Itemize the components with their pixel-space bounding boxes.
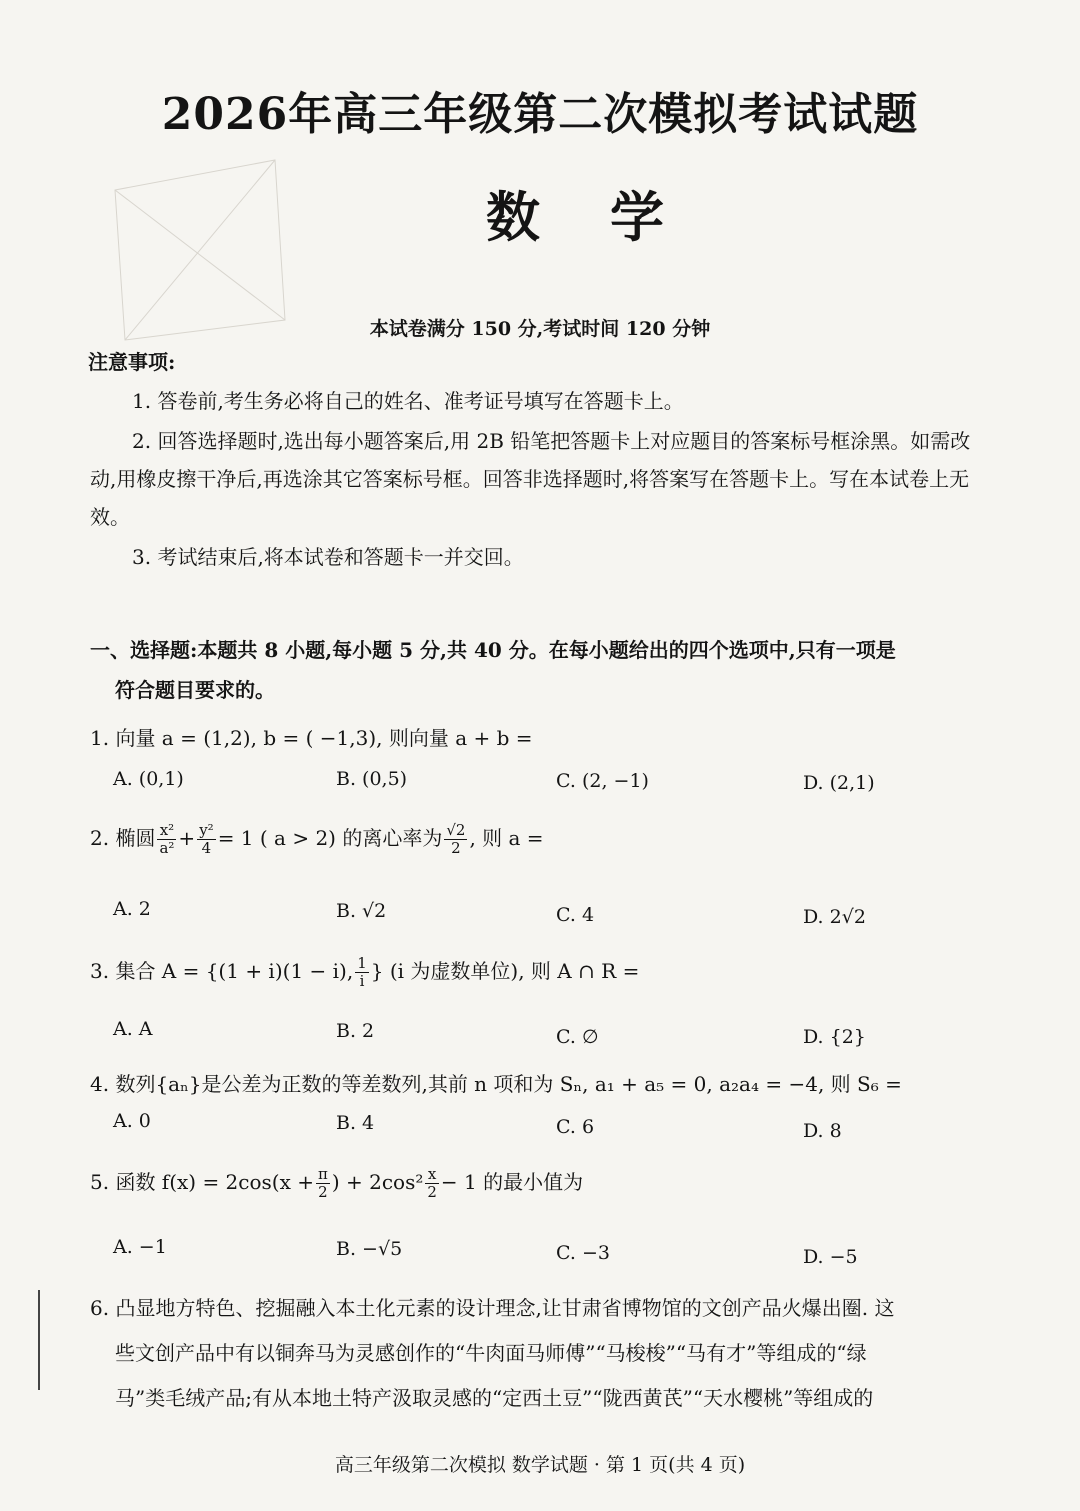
q5-frac2-den: 2 [427,1183,437,1201]
question-5-stem [90,1166,583,1201]
subject-title: 数学 [486,185,734,249]
page-footer: 高三年级第二次模拟 数学试题 · 第 1 页(共 4 页) [334,1454,746,1476]
q1-option-a: A. (0,1) [113,768,184,790]
exam-info: 本试卷满分 150 分,考试时间 120 分钟 [369,318,711,340]
margin-binding-line [38,1290,40,1390]
q2-fraction-y2-4 [197,822,216,857]
exam-title: 2026年高三年级第二次模拟考试试题 [161,89,919,140]
q1-option-b: B. (0,5) [336,768,408,790]
q5-option-c: C. −3 [556,1242,610,1264]
q2-fraction-x2-a2 [157,822,176,857]
q5-stem-prefix: 5. 函数 f(x) = 2cos(x + [90,1170,314,1194]
q2-plus: + [178,826,196,850]
notes-heading: 注意事项: [88,350,176,374]
q3-stem-suffix: } (i 为虚数单位), 则 A ∩ R = [370,959,640,983]
question-3-stem [90,955,639,990]
q5-stem-suffix: − 1 的最小值为 [440,1170,584,1194]
q5-option-a: A. −1 [113,1236,167,1258]
q2-option-b: B. √2 [336,900,387,922]
note-item-3: 3. 考试结束后,将本试卷和答题卡一并交回。 [132,545,524,569]
note-item-2: 2. 回答选择题时,选出每小题答案后,用 2B 铅笔把答题卡上对应题目的答案标号框涂黑。如需改动,用橡皮擦干净后,再选涂其它答案标号框。回答非选择题时,将答案写在答题卡上。写在本试卷上无效。 [90,429,971,529]
q3-frac-den: i [359,972,365,990]
q3-frac-num: 1 [357,954,367,972]
q2-option-d: D. 2√2 [803,906,866,928]
q1-option-c: C. (2, −1) [556,770,649,792]
q5-frac1-den: 2 [318,1183,328,1201]
q4-option-c: C. 6 [556,1116,595,1138]
q5-option-b: B. −√5 [336,1238,403,1260]
q3-option-a: A. A [113,1018,153,1040]
q2-stem-suffix: , 则 a = [469,826,544,850]
q2-frac2-den: 4 [201,839,212,857]
q2-fraction-sqrt2-2 [444,822,467,857]
question-6-line3: 马”类毛绒产品;有从本地土特产汲取灵感的“定西土豆”“陇西黄芪”“天水樱桃”等组成的 [115,1386,874,1410]
q4-option-b: B. 4 [336,1112,375,1134]
q2-stem-prefix: 2. 椭圆 [90,826,156,850]
q5-fraction-pi-2 [316,1166,330,1201]
q2-frac1-num: x² [157,822,176,840]
question-6-line2: 些文创产品中有以铜奔马为灵感创作的“牛肉面马师傅”“马梭梭”“马有才”等组成的“绿 [115,1341,867,1365]
q1-option-d: D. (2,1) [803,772,875,794]
q5-frac1-num: π [317,1165,328,1183]
q5-stem-mid: ) + 2cos² [331,1170,424,1194]
section-heading-line1: 一、选择题:本题共 8 小题,每小题 5 分,共 40 分。在每小题给出的四个选项中,只有一项是 [90,638,896,662]
question-6-line1: 6. 凸显地方特色、挖掘融入本土化元素的设计理念,让甘肃省博物馆的文创产品火爆出圈. 这 [90,1296,895,1320]
note-item-1: 1. 答卷前,考生务必将自己的姓名、准考证号填写在答题卡上。 [132,389,684,413]
q2-option-a: A. 2 [113,898,151,920]
question-2-stem [90,822,544,857]
q2-stem-mid: = 1 ( a > 2) 的离心率为 [217,826,443,850]
q3-option-c: C. ∅ [556,1026,599,1048]
q2-frac1-den: a² [159,839,175,857]
q2-frac2-num: y² [199,821,214,839]
q2-frac3-den: 2 [451,839,461,857]
q3-stem-prefix: 3. 集合 A = {(1 + i)(1 − i), [90,959,354,983]
q5-fraction-x-2 [425,1166,439,1201]
q3-option-d: D. {2} [803,1026,866,1048]
q3-option-b: B. 2 [336,1020,375,1042]
q4-option-d: D. 8 [803,1120,842,1142]
section-heading-line2: 符合题目要求的。 [115,678,275,702]
q2-option-c: C. 4 [556,904,595,926]
q4-option-a: A. 0 [113,1110,151,1132]
question-1-stem: 1. 向量 a = (1,2), b = ( −1,3), 则向量 a + b = [90,726,533,750]
q2-frac3-num: √2 [446,821,466,839]
question-4-stem: 4. 数列{aₙ}是公差为正数的等差数列,其前 n 项和为 Sₙ, a₁ + a₅ = 0, a₂a₄ = −4, 则 S₆ = [90,1072,902,1096]
q5-option-d: D. −5 [803,1246,858,1268]
q5-frac2-num: x [425,1166,439,1184]
q3-fraction-1-i [355,955,369,990]
